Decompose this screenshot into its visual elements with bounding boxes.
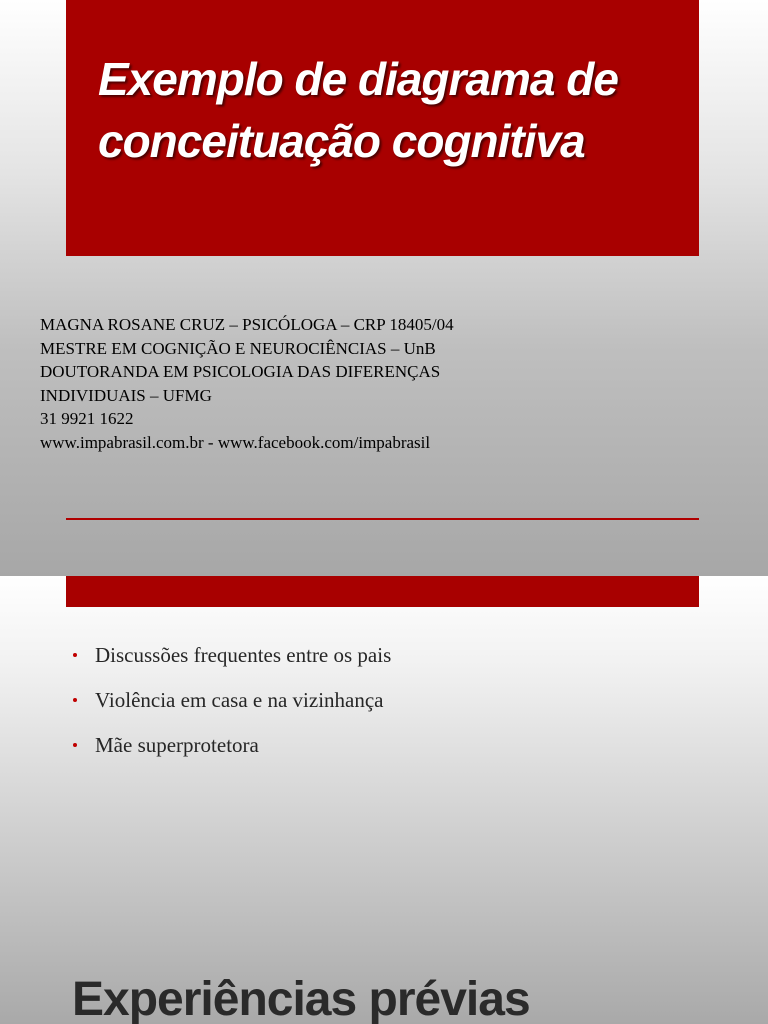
bullet-icon [73,698,77,702]
author-line-masters: MESTRE EM COGNIÇÃO E NEUROCIÊNCIAS – UnB [40,338,436,358]
author-line-websites: www.impabrasil.com.br - www.facebook.com/impabrasil [40,432,431,452]
list-item [70,685,391,730]
red-header-band [66,576,699,607]
author-info [40,313,680,454]
bullet-text: Discussões frequentes entre os pais [95,643,392,667]
bullet-list [70,640,391,775]
bullet-icon [73,743,77,747]
section-title: Experiências prévias [72,973,530,1024]
bullet-text: Mãe superprotetora [95,733,259,757]
bullet-icon [73,653,77,657]
slide-2 [0,576,768,1024]
author-line-phone: 31 9921 1622 [40,409,134,428]
list-item [70,640,391,685]
author-line-doctorate: DOUTORANDA EM PSICOLOGIA DAS DIFERENÇAS [40,362,441,381]
author-line-name: MAGNA ROSANE CRUZ – PSICÓLOGA – CRP 18405/04 [40,315,454,334]
list-item [70,730,391,775]
bullet-text: Violência em casa e na vizinhança [95,688,384,712]
slide-title: Exemplo de diagrama de conceituação cognitiva [98,53,618,167]
author-line-institution: INDIVIDUAIS – UFMG [40,385,212,405]
title-banner [66,0,699,256]
red-divider-line [66,518,699,520]
